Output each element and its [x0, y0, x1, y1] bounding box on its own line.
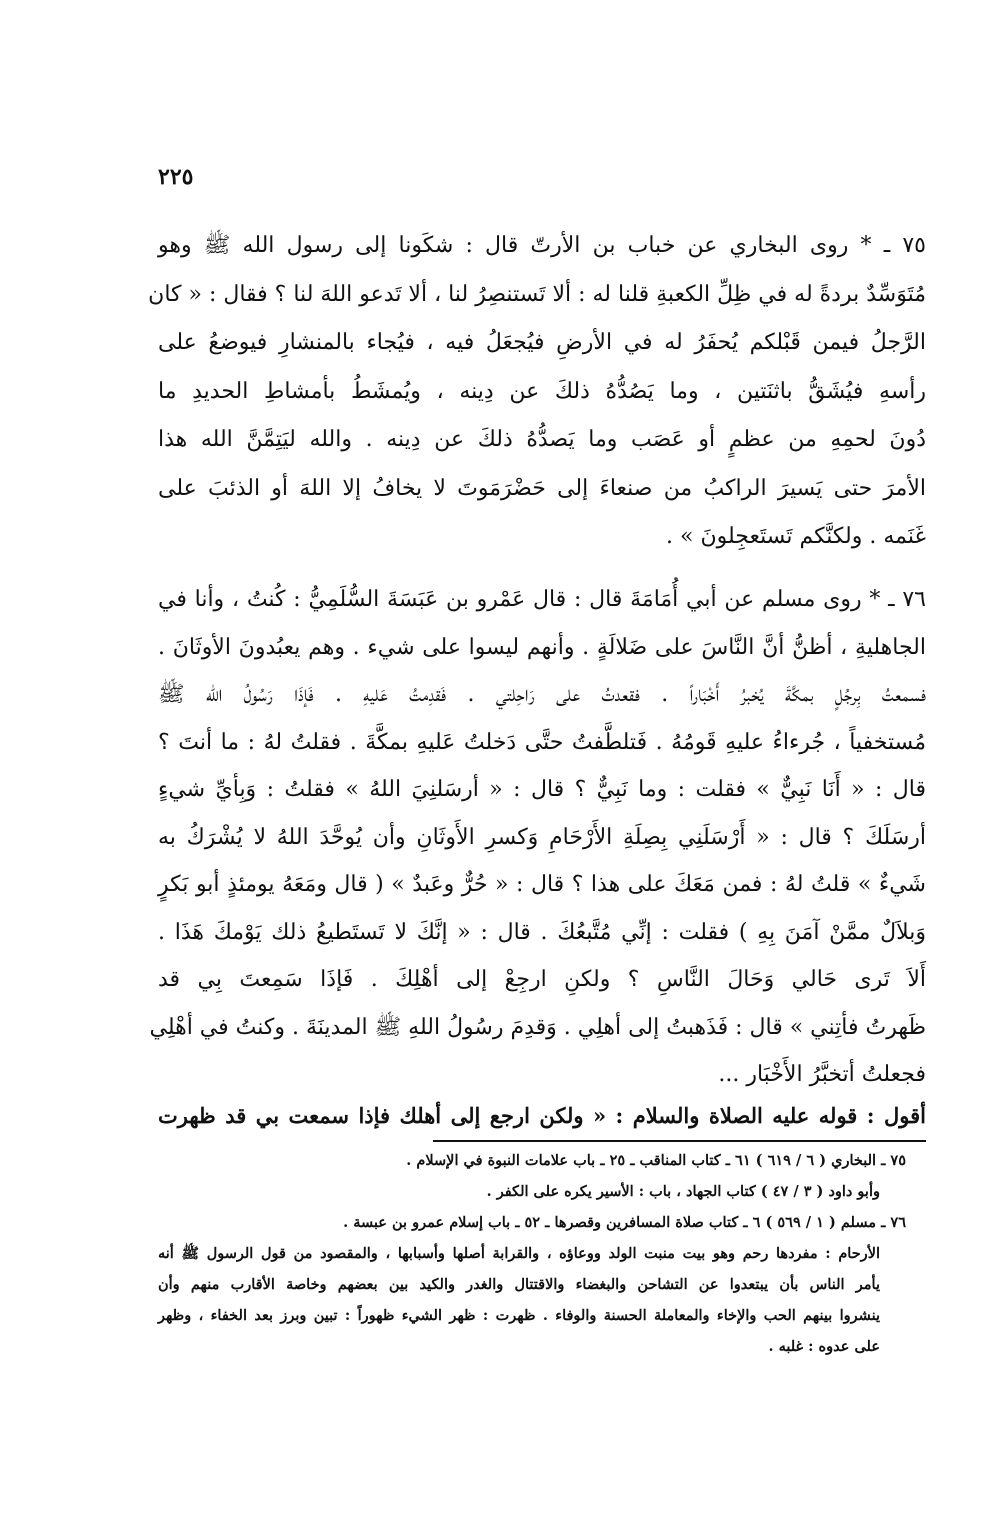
text-line: الرَّجلُ فيمن قَبْلكم يُحفَرُ له في الأرضِ فيُجعَلُ فيه ، فيُجاء بالمنشارِ فيوضعُ على: [158, 330, 926, 355]
text-line: غَنَمه . ولكنَّكم تَستَعجِلونَ » .: [666, 524, 926, 549]
footnote-line: ينشروا بينهم الحب والإخاء والمعاملة الحسنة والوفاء . ظهرت : ظهر الشيء ظهوراً : تبين وبرز بعد الخفاء ، وظهر: [158, 1307, 880, 1324]
text-line: وَبلاَلٌ ممَّنْ آمَنَ بِهِ ) فقلت : إنِّي مُتَّبعُكَ . قال : « إنَّكَ لا تَستَطيعُ ذلك يَوْمكَ هَذَا .: [158, 919, 926, 945]
footnote-line: يأمر الناس بأن يبتعدوا عن التشاحن والبغضاء والاقتتال والغدر والكيد بين بعضهم وخاصة الأقارب منهم وأن: [158, 1276, 880, 1293]
footnote-line: الأرحام : مفردها رحم وهو بيت منبت الولد ووعاؤه ، والقرابة أصلها وأسبابها ، والمقصود من قول الرسول ﷺ أنه: [158, 1245, 880, 1262]
footnote-line: وأبو داود ( ٣ / ٤٧ ) كتاب الجهاد ، باب : الأسير يكره على الكفر .: [486, 1183, 880, 1200]
footnote-divider: [433, 1140, 926, 1142]
page-number: ٢٢٥: [158, 164, 194, 190]
commentary-line: [158, 1098, 926, 1134]
hadith-75-paragraph: [148, 226, 926, 566]
text-line: دُونَ لحمِهِ من عظمٍ أو عَصَب وما يَصدُّهُ ذلكَ عن دِينه . والله ليَتِمَّنَّ الله هذا: [158, 427, 926, 452]
text-line: فسمعتُ بِرجُلٍ بمكَّةَ يُخبرُ أَخْبَاراً . فقعدتُ على رَاحِلتي . فَقدِمتُ عَليهِ . فَإذَا رَسُولُ الله ﷺ: [158, 682, 926, 707]
hadith-76-paragraph: [149, 580, 926, 1103]
text-line: قال : « أَنَا نَبِيٌّ » فقلت : وما نَبِيٌّ ؟ قال : « أرسَلنِيَ اللهُ » فقلتُ : وَبِأيِّ شيءٍ: [158, 777, 926, 802]
text-line: ٧٦ ـ * روى مسلم عن أبي أُمَامَةَ قال : قال عَمْرو بن عَبَسَةَ السُّلَمِيُّ : كُنتُ ، وأنا في: [158, 587, 926, 612]
text-line: أقول : قوله عليه الصلاة والسلام : « ولكن ارجع إلى أهلك فإذا سمعت بي قد ظهرت: [158, 1103, 926, 1128]
footnotes: [158, 1146, 906, 1363]
text-line: أرسَلَكَ ؟ قال : « أَرْسَلَنِي بِصِلَةِ الأَرْحَامِ وَكسرِ الأَوثَانِ وأن يُوحَّدَ اللهُ لا يُشْرَكُ به: [158, 824, 926, 850]
text-line: الجاهليةِ ، أظنُّ أنَّ النَّاسَ على ضَلالَةٍ . وأنهم ليسوا على شيء . وهم يعبُدونَ الأوثَانَ .: [158, 634, 926, 660]
text-line: مُتَوَسِّدٌ بردةً له في ظِلِّ الكعبةِ قلنا له : ألا تَستنصِرُ لنا ، ألا تَدعو اللهَ لنا ؟ فقال : « كان: [148, 281, 926, 307]
text-line: فجعلتُ أتخبَّرُ الأَخْبَار ...: [718, 1062, 926, 1087]
text-line: ظَهرتُ فأتِني » قال : فَذَهبتُ إلى أهلِي . وَقدِمَ رسُولُ اللهِ ﷺ المدينَةَ . وكنتُ في أهْلِي: [149, 1014, 926, 1040]
text-line: شَيءٌ » قلتُ لهُ : فمن مَعَكَ على هذا ؟ قال : « حُرٌّ وعَبدٌ » ( قال ومَعَهُ يومئذٍ أبو بَكرٍ: [158, 872, 926, 897]
footnote-line: على عدوه : غلبه .: [768, 1338, 880, 1355]
text-line: مُستخفياً ، جُرءاءُ عليهِ قَومُهُ . فَتلطَّفتُ حتَّى دَخلتُ عَليهِ بمكَّةَ . فقلتُ لهُ : ما أنتَ ؟: [158, 729, 926, 755]
text-line: أَلاَ تَرى حَالي وَحَالَ النَّاسِ ؟ ولكنِ ارجِعْ إلى أهْلِكَ . فَإذَا سَمِعتَ بِي قد: [158, 967, 926, 992]
text-line: ٧٥ ـ * روى البخاري عن خباب بن الأرتّ قال : شكَونا إلى رسول الله ﷺ وهو: [158, 233, 926, 258]
footnote-line: ٧٦ ـ مسلم ( ١ / ٥٦٩ ) ٦ ـ كتاب صلاة المسافرين وقصرها ـ ٥٢ ـ باب إسلام عمرو بن عبسة .: [343, 1214, 906, 1231]
text-line: الأمرَ حتى يَسيرَ الراكبُ من صنعاءَ إلى حَضْرَمَوتَ لا يخافُ إلا اللهَ أو الذئبَ على: [158, 475, 926, 501]
footnote-line: ٧٥ ـ البخاري ( ٦ / ٦١٩ ) ٦١ ـ كتاب المناقب ـ ٢٥ ـ باب علامات النبوة في الإسلام .: [406, 1152, 906, 1169]
text-line: رأسهِ فيُشَقُّ باثنَتين ، وما يَصُدُّهُ ذلكَ عن دِينه ، ويُمشَطُ بأمشاطِ الحديدِ ما: [158, 378, 926, 404]
